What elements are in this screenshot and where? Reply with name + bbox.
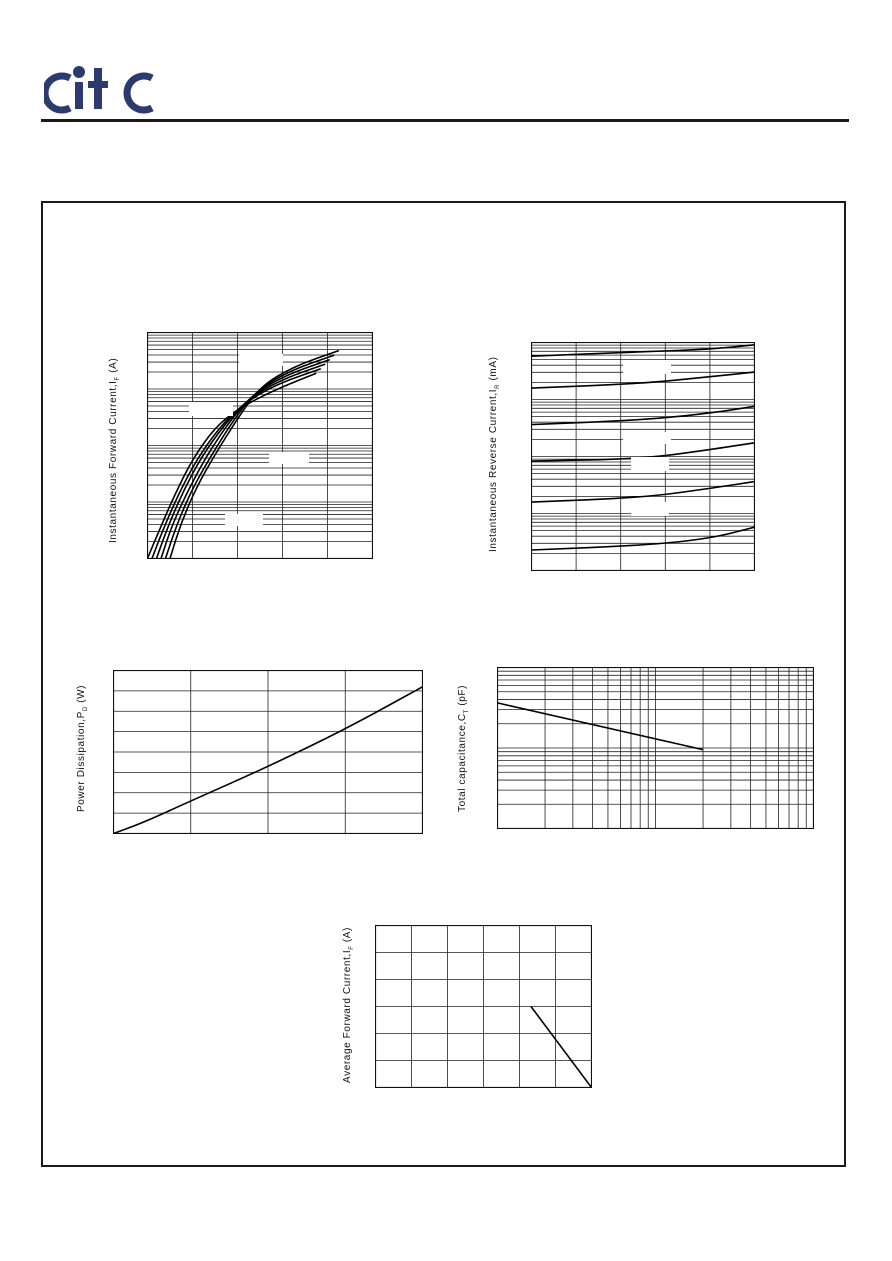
header-rule <box>41 119 849 122</box>
series-line-1 <box>148 373 317 558</box>
label-blank <box>269 452 309 464</box>
forward-current-chart <box>147 332 373 559</box>
forward-current-y-label: Instantaneous Forward $Current,I_F$ (A) <box>108 357 121 543</box>
citc-logo <box>44 64 160 114</box>
label-blank <box>239 354 283 366</box>
grid <box>114 671 423 834</box>
power-dissipation-chart <box>113 670 423 834</box>
label-blank <box>189 402 233 416</box>
label-blank <box>631 457 669 471</box>
series-line-6 <box>532 345 755 356</box>
series-line-2 <box>532 482 755 503</box>
capacitance-chart <box>497 667 814 829</box>
series-line-5 <box>532 372 755 388</box>
label-blank <box>225 514 263 526</box>
reverse-current-chart <box>531 342 755 571</box>
reverse-current-y-label: Instantaneous Reverse $Current,I_R$ (mA) <box>488 356 501 552</box>
power-dissipation-y-label: Power $Dissipation,P_D$ (W) <box>76 684 89 812</box>
label-blank <box>631 502 669 516</box>
average-forward-current-y-label: Average Forward $Current,I_F$ (A) <box>342 927 355 1083</box>
average-forward-current-chart <box>375 925 592 1088</box>
grid <box>376 926 592 1088</box>
series-line-1 <box>531 1007 592 1088</box>
grid <box>532 343 755 571</box>
label-blank <box>623 360 671 374</box>
grid <box>498 668 814 829</box>
label-blank <box>623 432 671 444</box>
capacitance-y-label: Total $capacitance,C_T$ (pF) <box>457 684 470 812</box>
